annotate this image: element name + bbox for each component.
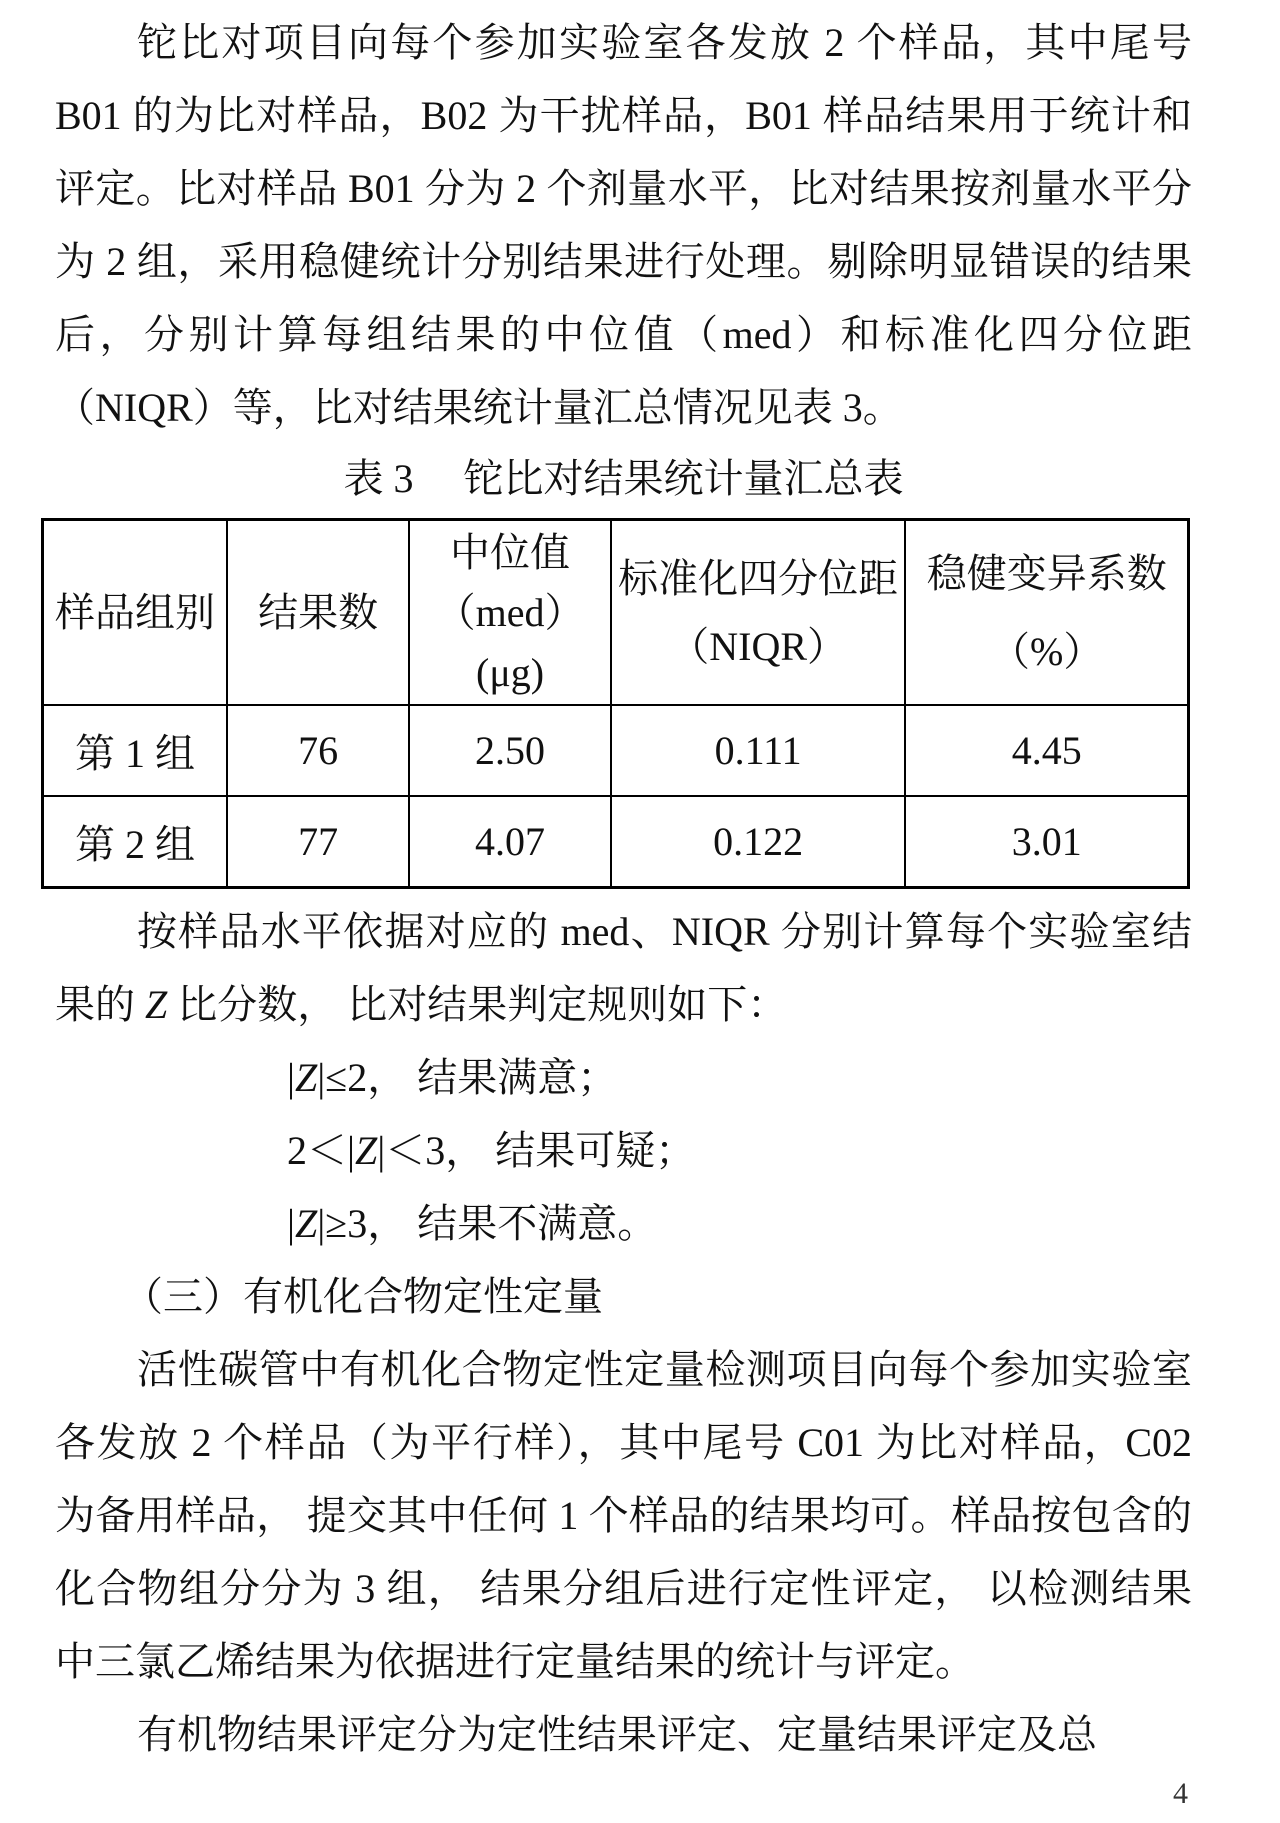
- header-text: 样品组别: [55, 589, 215, 635]
- paragraph-text: 按样品水平依据对应的 med、NIQR 分别计算每个实验室结果的: [55, 909, 1192, 1027]
- paragraph-thallium-sample-distribution: 铊比对项目向每个参加实验室各发放 2 个样品，其中尾号 B01 的为比对样品，B02 为干扰样品，B01 样品结果用于统计和评定。比对样品 B01 分为 2 个剂量水平，比对结果按剂量水平分为 2 组，采用稳健统计分别结果进行处理。剔除明显错误的结果后，分别计算每组结果的中位值（med）和标准化四分位距（NIQR）等，比对结果统计量汇总情况见表 3。: [55, 20, 1192, 430]
- rule-satisfactory: [287, 1041, 1192, 1114]
- table-row-group-2: [43, 796, 1189, 888]
- cell-result-count: 77: [227, 796, 409, 888]
- rule-unsatisfactory: [287, 1187, 1192, 1260]
- cell-robust-cv: 3.01: [905, 796, 1188, 888]
- rule-text: |≤2， 结果满意；: [317, 1055, 618, 1100]
- header-text: （%）: [990, 628, 1104, 674]
- cell-result-count: 76: [227, 705, 409, 796]
- cell-group-label: 第 2 组: [43, 796, 228, 888]
- cell-niqr: 0.122: [611, 796, 906, 888]
- header-text: （NIQR）: [669, 623, 848, 669]
- section-heading-organic-compounds: （三）有机化合物定性定量: [123, 1274, 603, 1319]
- z-variable: Z: [145, 982, 168, 1027]
- paragraph-organic-evaluation: 有机物结果评定分为定性结果评定、定量结果评定及总: [137, 1712, 1097, 1757]
- header-text: 中位值: [450, 529, 571, 575]
- z-variable: Z: [295, 1055, 318, 1100]
- header-text: （med）: [435, 589, 585, 635]
- cell-median: 2.50: [409, 705, 611, 796]
- z-variable: Z: [355, 1128, 378, 1173]
- header-text: (μg): [476, 649, 545, 695]
- rule-text: |: [287, 1055, 296, 1100]
- rule-text: 2＜|: [287, 1128, 356, 1173]
- header-sample-group: [43, 520, 228, 706]
- table-caption: 表 3 铊比对结果统计量汇总表: [343, 456, 904, 501]
- paragraph-organic-sample-distribution: 活性碳管中有机化合物定性定量检测项目向每个参加实验室各发放 2 个样品（为平行样），其中尾号 C01 为比对样品，C02 为备用样品， 提交其中任何 1 个样品的结果均可。样品按包含的化合物组分分为 3 组， 结果分组后进行定性评定， 以检测结果中三氯乙烯结果为依据进行定量结果的统计与评定。: [55, 1347, 1192, 1684]
- rule-questionable: [287, 1114, 1192, 1187]
- cell-robust-cv: 4.45: [905, 705, 1188, 796]
- paragraph-z-score-intro: [55, 895, 1192, 1041]
- header-median: [409, 520, 611, 706]
- rule-text: |: [287, 1201, 296, 1246]
- header-niqr: [611, 520, 906, 706]
- header-text: 标准化四分位距: [618, 555, 899, 601]
- header-robust-cv: [905, 520, 1188, 706]
- paragraph-text: 比分数， 比对结果判定规则如下：: [167, 982, 788, 1027]
- table-header-row: [43, 520, 1189, 706]
- table-3-thallium-statistics: [41, 518, 1190, 889]
- page-number: 4: [1173, 1777, 1188, 1810]
- table-row-group-1: [43, 705, 1189, 796]
- cell-group-label: 第 1 组: [43, 705, 228, 796]
- rule-text: |≥3， 结果不满意。: [317, 1201, 658, 1246]
- header-text: 结果数: [258, 589, 379, 635]
- header-result-count: [227, 520, 409, 706]
- cell-niqr: 0.111: [611, 705, 906, 796]
- header-text: 稳健变异系数: [926, 550, 1167, 596]
- z-score-rules: [287, 1041, 1192, 1260]
- cell-median: 4.07: [409, 796, 611, 888]
- rule-text: |＜3， 结果可疑；: [377, 1128, 696, 1173]
- z-variable: Z: [295, 1201, 318, 1246]
